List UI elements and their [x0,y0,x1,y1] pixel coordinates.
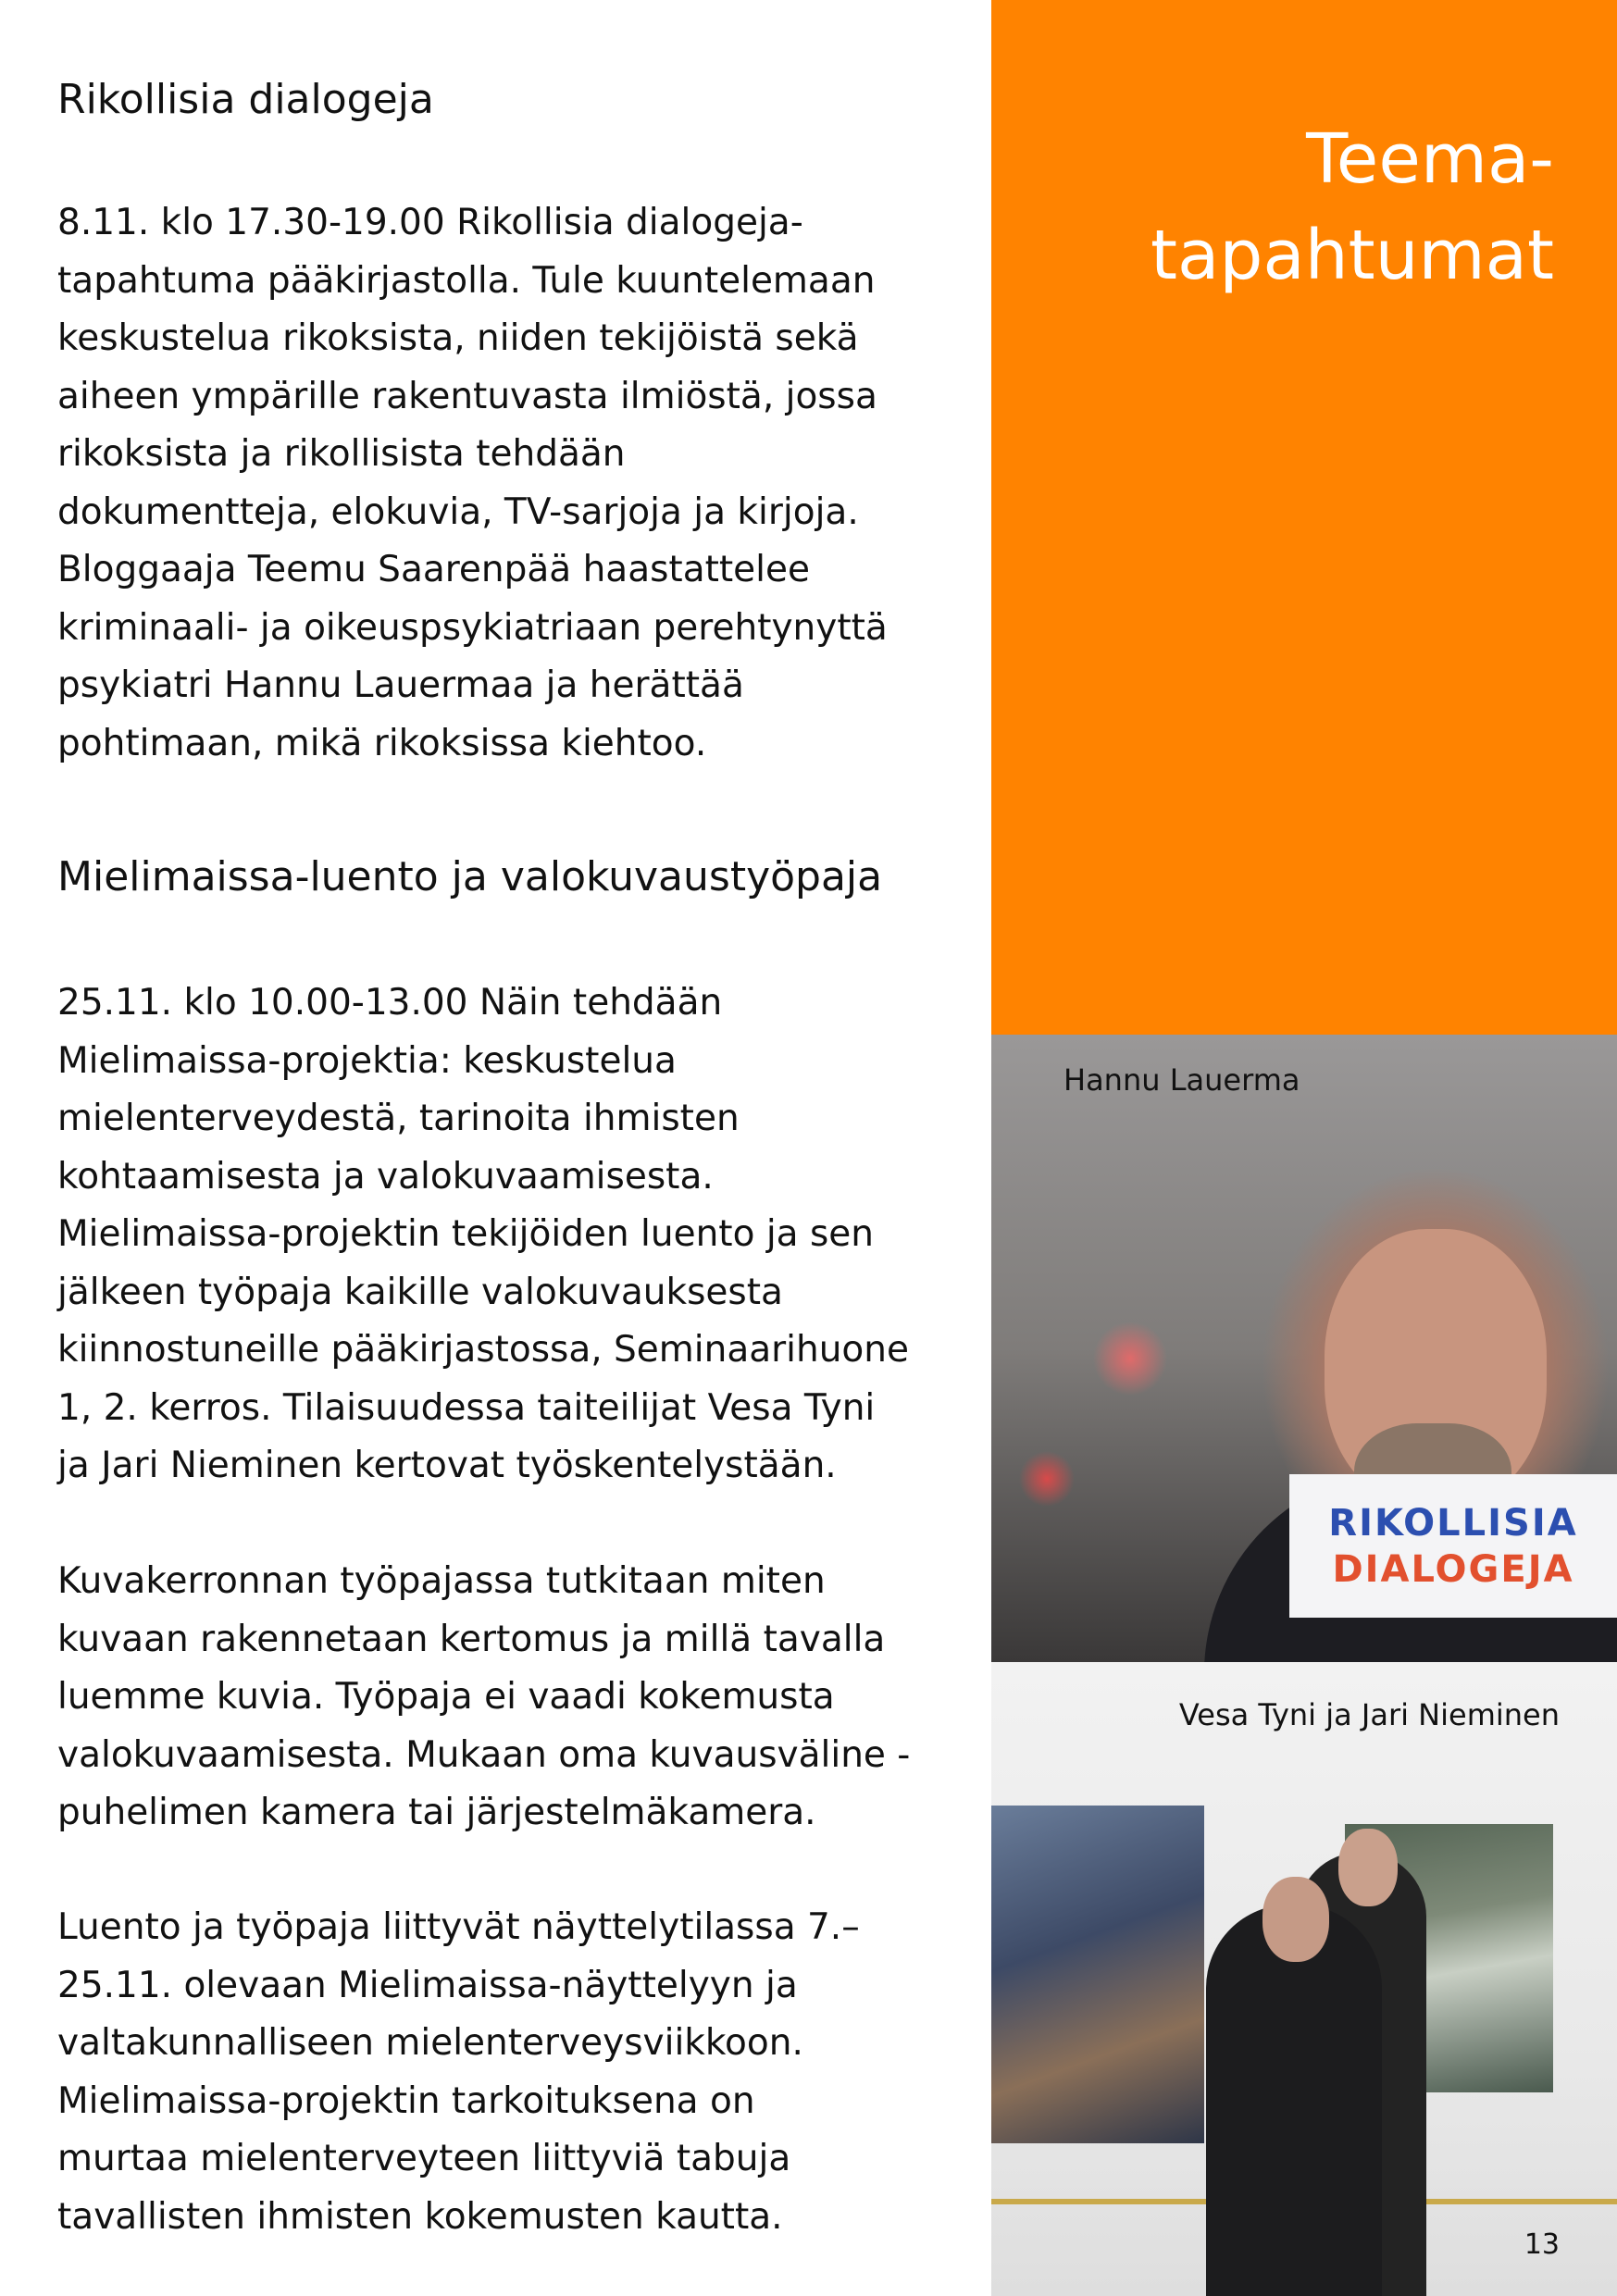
section1-body: 8.11. klo 17.30-19.00 Rikollisia dialogeja- tapahtuma pääkirjastolla. Tule kuuntelemaan keskustelua rikoksista, niiden tekijöistä sekä aiheen ympärille rakentuvasta ilmiöstä, jossa rikoksista ja rikollisista tehdään dokumentteja, elokuvia, TV-sarjoja ja kirjoja. Bloggaaja Teemu Saarenpää haastattelee kriminaali- ja oikeuspsykiatriaan perehtynyttä psykiatri Hannu Lauermaa ja herättää pohtimaan, mikä rikoksissa kiehtoo. [57,202,888,764]
section2-para2: Kuvakerronnan työpajassa tutkitaan miten kuvaan rakennetaan kertomus ja millä tavalla luemme kuvia. Työpaja ei vaadi kokemusta valokuvaamisesta. Mukaan oma kuvausväline - puhelimen kamera tai järjestelmäkamera. [57,1560,911,1833]
event-logo [1289,1474,1617,1618]
event-logo-line1: RIKOLLISIA [1328,1502,1578,1545]
page-number: 13 [1524,2228,1560,2261]
theme-title: Teema- tapahtumat [1151,119,1554,295]
photo-figure-front [1206,1905,1382,2296]
section1-heading: Rikollisia dialogeja [57,76,434,123]
section2-para3: Luento ja työpaja liittyvät näyttelytilassa 7.– 25.11. olevaan Mielimaissa-näyttelyyn ja valtakunnalliseen mielenterveysviikkoon. Mielimaissa-projektin tarkoituksena on murtaa mielenterveyteen liittyviä tabuja tavallisten ihmisten kokemusten kautta. [57,1906,860,2238]
section2-para1: 25.11. klo 10.00-13.00 Näin tehdään Mielimaissa-projektia: keskustelua mielenterveydestä, tarinoita ihmisten kohtaamisesta ja valokuvaamisesta. Mielimaissa-projektin tekijöiden luento ja sen jälkeen työpaja kaikille valokuvauksesta kiinnostuneille pääkirjastossa, Seminaarihuone 1, 2. kerros. Tilaisuudessa taiteilijat Vesa Tyni ja Jari Nieminen kertovat työskentelystään. [57,982,910,1486]
section2-heading: Mielimaissa-luento ja valokuvaustyöpaja [57,853,883,900]
photo1-caption: Hannu Lauerma [1063,1062,1300,1098]
photo2-caption: Vesa Tyni ja Jari Nieminen [1178,1697,1560,1732]
event-logo-line2: DIALOGEJA [1332,1548,1574,1591]
photo-figure-front-head [1263,1877,1329,1962]
photo-figure-back-head [1338,1829,1398,1906]
photo-vesa-tyni-jari-nieminen [991,1662,1617,2296]
exhibition-photo-left [991,1806,1204,2143]
photo-hannu-lauerma [991,1035,1617,1662]
theme-title-panel [991,0,1617,1035]
